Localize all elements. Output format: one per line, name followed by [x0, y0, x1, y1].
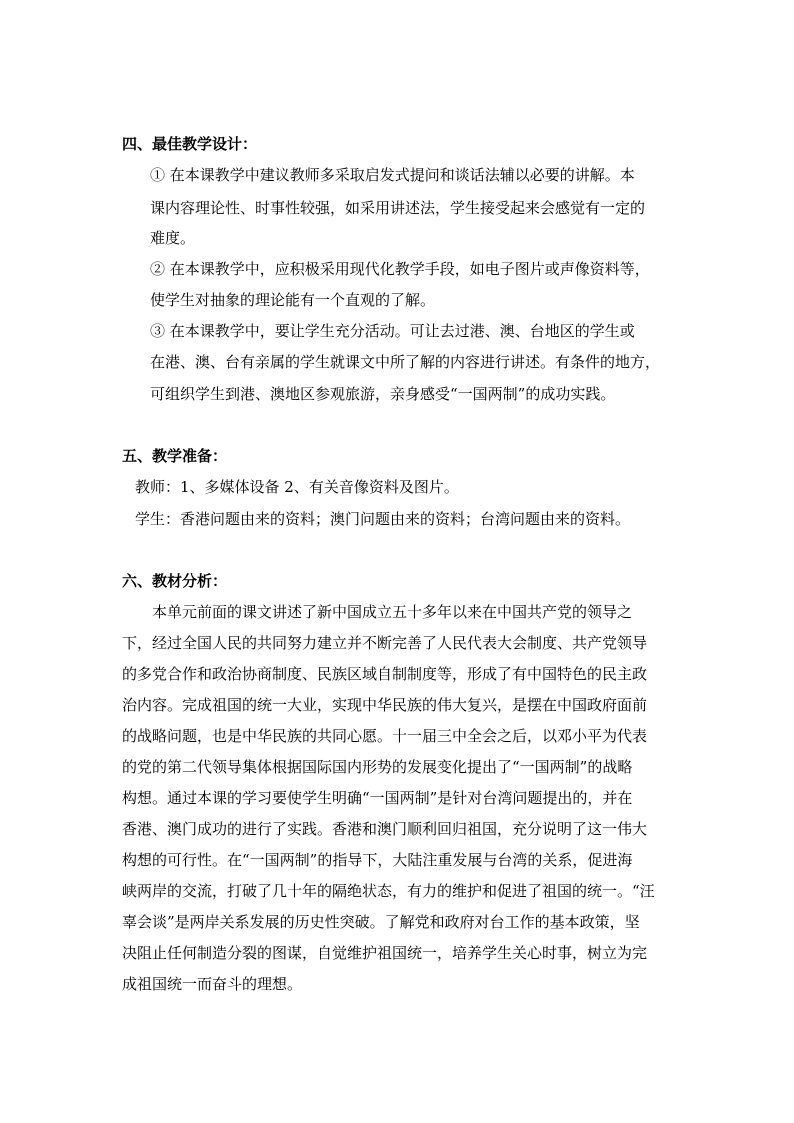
paragraph-line: ① 在本课教学中建议教师多采取启发式提问和谈话法辅以必要的讲解。本 [150, 166, 635, 184]
paragraph-line: 构想。通过本课的学习要使学生明确“一国两制”是针对台湾问题提出的，并在 [122, 789, 633, 807]
paragraph-line: 决阻止任何制造分裂的图谋，自觉维护祖国统一，培养学生关心时事，树立为完 [122, 944, 648, 962]
paragraph-line: 香港、澳门成功的进行了实践。香港和澳门顺利回归祖国，充分说明了这一伟大 [122, 820, 648, 838]
paragraph-line: 的多党合作和政治协商制度、民族区域自制制度等，形成了有中国特色的民主政 [122, 665, 648, 683]
paragraph-line: 的战略问题，也是中华民族的共同心愿。十一届三中全会之后，以邓小平为代表 [122, 727, 648, 745]
paragraph-line: ② 在本课教学中，应积极采用现代化教学手段，如电子图片或声像资料等， [150, 260, 650, 278]
paragraph-line: 成祖国统一而奋斗的理想。 [122, 975, 303, 993]
paragraph-line: 治内容。完成祖国的统一大业，实现中华民族的伟大复兴，是摆在中国政府面前 [122, 696, 648, 714]
paragraph-line: ③ 在本课教学中，要让学生充分活动。可让去过港、澳、台地区的学生或 [150, 322, 635, 340]
paragraph-line: 难度。 [150, 229, 196, 247]
paragraph-line: 课内容理论性、时事性较强，如采用讲述法，学生接受起来会感觉有一定的 [150, 199, 646, 217]
section-heading-material-analysis: 六、教材分析： [122, 572, 228, 590]
paragraph-line: 使学生对抽象的理论能有一个直观的了解。 [150, 291, 436, 309]
paragraph-line: 下，经过全国人民的共同努力建立并不断完善了人民代表大会制度、共产党领导 [122, 634, 648, 652]
teacher-preparation-line: 教师：1、多媒体设备 2、有关音像资料及图片。 [135, 478, 459, 496]
student-preparation-line: 学生：香港问题由来的资料；澳门问题由来的资料；台湾问题由来的资料。 [135, 510, 631, 528]
paragraph-line: 的党的第二代领导集体根据国际国内形势的发展变化提出了“一国两制”的战略 [122, 758, 633, 776]
section-heading-teaching-design: 四、最佳教学设计： [122, 135, 258, 153]
paragraph-line: 峡两岸的交流，打破了几十年的隔绝状态，有力的维护和促进了祖国的统一。“汪 [122, 882, 655, 900]
paragraph-line: 辜会谈”是两岸关系发展的历史性突破。了解党和政府对台工作的基本政策，坚 [122, 913, 640, 931]
section-heading-preparation: 五、教学准备： [122, 447, 228, 465]
paragraph-line: 构想的可行性。在“一国两制”的指导下，大陆注重发展与台湾的关系，促进海 [122, 851, 633, 869]
paragraph-line: 可组织学生到港、澳地区参观旅游，亲身感受“一国两制”的成功实践。 [150, 385, 616, 403]
paragraph-line: 本单元前面的课文讲述了新中国成立五十多年以来在中国共产党的领导之 [152, 603, 633, 621]
paragraph-line: 在港、澳、台有亲属的学生就课文中所了解的内容进行讲述。有条件的地方， [150, 353, 661, 371]
